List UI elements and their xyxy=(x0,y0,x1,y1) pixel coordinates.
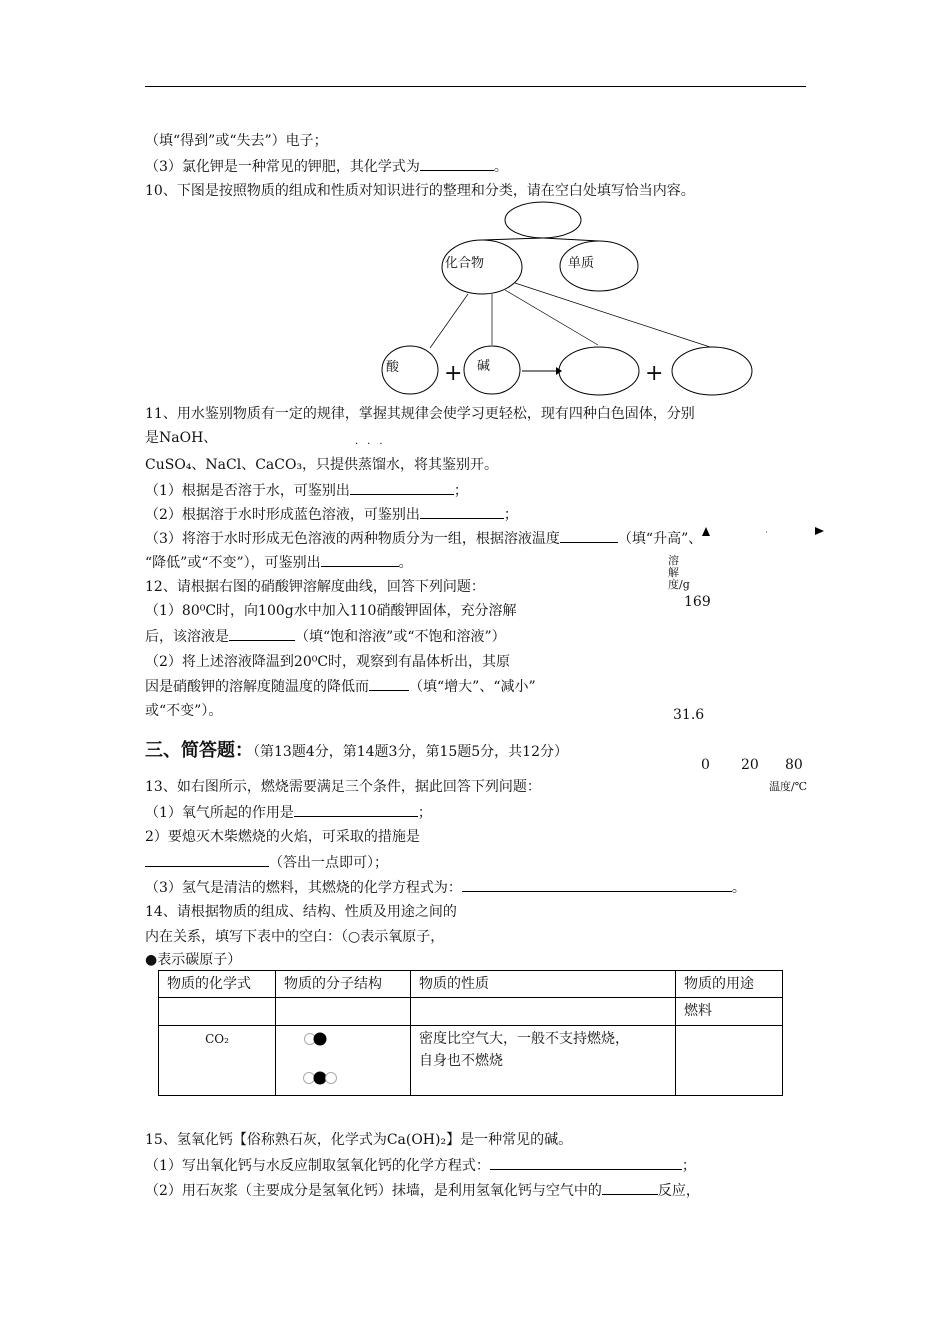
table-header-row xyxy=(159,971,783,998)
q12-stem: 12、请根据右图的硝酸钾溶解度曲线，回答下列问题： xyxy=(145,579,485,595)
answer-blank[interactable] xyxy=(490,1156,682,1170)
chart-y-tick: 169 xyxy=(684,594,711,610)
section-3-heading: 三、简答题：（第13题4分，第14题3分，第15题5分，共12分） xyxy=(145,740,568,761)
label-compound: 化合物 xyxy=(445,256,485,271)
chart-x-tick: 20 xyxy=(741,757,759,773)
line-electron: （填“得到”或“失去”）电子； xyxy=(145,133,328,149)
q15-1: （1）写出氧化钙与水反应制取氢氧化钙的化学方程式： ； xyxy=(145,1158,696,1174)
q15-stem: 15、氢氧化钙【俗称熟石灰，化学式为Ca(OH)₂】是一种常见的碱。 xyxy=(145,1132,573,1148)
chart-xlabel: 温度/℃ xyxy=(769,780,808,793)
plus-sign: + xyxy=(444,361,463,386)
chart-x-tick: 80 xyxy=(785,757,803,773)
answer-blank[interactable] xyxy=(602,1181,658,1195)
label-acid: 酸 xyxy=(386,360,400,375)
co-molecule-icon xyxy=(300,1032,360,1046)
q11-3: （3）将溶于水时形成无色溶液的两种物质分为一组，根据溶液温度 （填“升高”、 xyxy=(145,531,703,547)
q14-stem: 14、请根据物质的组成、结构、性质及用途之间的 xyxy=(145,904,457,920)
q15-2: （2）用石灰浆（主要成分是氢氧化钙）抹墙，是利用氢氧化钙与空气中的 反应， xyxy=(145,1183,700,1199)
header-rule xyxy=(145,86,806,87)
answer-blank[interactable] xyxy=(321,553,399,567)
chart-x-tick: 0 xyxy=(701,757,710,773)
blank-cell[interactable] xyxy=(159,998,276,1026)
q11-2: （2）根据溶于水时形成蓝色溶液，可鉴别出 ； xyxy=(145,507,518,523)
answer-blank[interactable] xyxy=(145,853,269,867)
co2-molecule-icon xyxy=(300,1070,360,1086)
q13-2: 2）要熄灭木柴燃烧的火焰，可采取的措施是 xyxy=(145,829,420,845)
blank-cell[interactable] xyxy=(676,1026,783,1096)
q12-1: （1）80⁰C时，向100g水中加入110硝酸钾固体，充分溶解 xyxy=(145,603,517,619)
q12-2: 或“不变”）。 xyxy=(145,703,223,719)
axis-arrow-icon xyxy=(815,527,824,535)
answer-blank[interactable] xyxy=(350,481,454,495)
q13-2: （答出一点即可）； xyxy=(145,853,388,872)
answer-blank[interactable] xyxy=(420,505,504,519)
q14-stem: 内在关系，填写下表中的空白：（○表示氧原子， xyxy=(145,929,445,945)
answer-blank[interactable] xyxy=(229,627,295,641)
use-cell: 燃料 xyxy=(676,998,783,1026)
q12-2: 因是硝酸钾的溶解度随温度的降低而 （填“增大”、“减小” xyxy=(145,679,536,695)
q14-stem: ●表示碳原子） xyxy=(145,952,242,968)
table-row xyxy=(159,998,783,1026)
label-element: 单质 xyxy=(568,256,595,271)
q13-3: （3）氢气是清洁的燃料，其燃烧的化学方程式为： 。 xyxy=(145,880,746,896)
base-ellipse xyxy=(464,346,520,394)
header-structure: 物质的分子结构 xyxy=(276,971,411,998)
q12-1: 后，该溶液是 （填“饱和溶液”或“不饱和溶液”） xyxy=(145,629,506,645)
q12-2: （2）将上述溶液降温到20⁰C时，观察到有晶体析出，其原 xyxy=(145,654,511,670)
q11-stem: 是NaOH、 xyxy=(145,430,218,446)
water-ellipse-blank[interactable] xyxy=(672,347,752,395)
salt-ellipse-blank[interactable] xyxy=(559,347,639,395)
chart-ylabel: 溶解度/g xyxy=(668,554,690,591)
q14-table xyxy=(158,970,783,1096)
structure-cell xyxy=(276,1026,411,1096)
blank-cell[interactable] xyxy=(411,998,676,1026)
answer-blank[interactable] xyxy=(294,803,418,817)
plus-sign: + xyxy=(645,361,664,386)
q13-1: （1）氧气所起的作用是 ； xyxy=(145,805,432,821)
header-use: 物质的用途 xyxy=(676,971,783,998)
answer-blank[interactable] xyxy=(369,677,409,691)
q11-stem: 11、用水鉴别物质有一定的规律，掌握其规律会使学习更轻松，现有四种白色固体，分别 xyxy=(145,406,695,422)
header-property: 物质的性质 xyxy=(411,971,676,998)
emphasis-dots: ··· xyxy=(355,439,392,450)
answer-blank[interactable] xyxy=(420,157,494,171)
q10-stem: 10、下图是按照物质的组成和性质对知识进行的整理和分类，请在空白处填写恰当内容。 xyxy=(145,183,695,199)
answer-blank[interactable] xyxy=(560,529,618,543)
header-formula: 物质的化学式 xyxy=(159,971,276,998)
q9-3: （3）氯化钾是一种常见的钾肥，其化学式为 。 xyxy=(145,159,508,175)
chart-y-tick: 31.6 xyxy=(673,707,705,723)
q11-1: （1）根据是否溶于水，可鉴别出 ； xyxy=(145,483,468,499)
matter-ellipse-blank[interactable] xyxy=(505,202,581,238)
label-base: 碱 xyxy=(477,359,491,374)
solubility-chart-axes xyxy=(700,522,830,542)
q13-stem: 13、如右图所示，燃烧需要满足三个条件，据此回答下列问题： xyxy=(145,779,541,795)
blank-cell[interactable] xyxy=(276,998,411,1026)
axis-arrow-icon xyxy=(702,527,710,536)
classification-diagram xyxy=(370,195,770,405)
q11-stem: CuSO₄、NaCl、CaCO₃，只提供蒸馏水，将其鉴别开。 xyxy=(145,457,499,473)
table-row xyxy=(159,1026,783,1096)
formula-cell: CO₂ xyxy=(159,1026,276,1096)
answer-blank[interactable] xyxy=(462,878,732,892)
q11-3: “降低”或“不变”），可鉴别出 。 xyxy=(145,555,413,571)
property-cell: 密度比空气大，一般不支持燃烧， 自身也不燃烧 xyxy=(411,1026,676,1096)
